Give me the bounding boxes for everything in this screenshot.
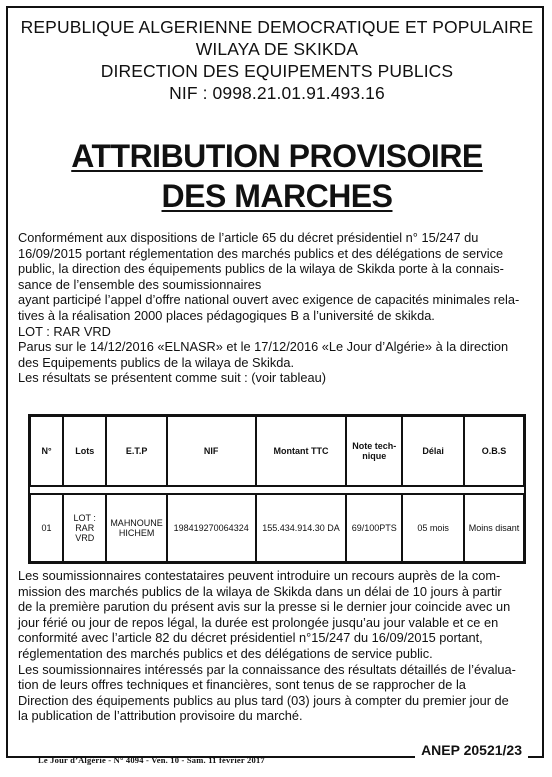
intro-line: sance de l’ensemble des soumissionnaires bbox=[18, 276, 262, 292]
closing-line: Les soumissionnaires intéressés par la connaissance des résultats détaillés de l’évalua- bbox=[18, 661, 516, 677]
intro-line: Conformément aux dispositions de l’article 65 du décret présidentiel n° 15/247 du bbox=[18, 230, 479, 245]
intro-line: des Equipements publics de la wilaya de Skikda. bbox=[18, 354, 295, 370]
notice-title bbox=[8, 136, 546, 216]
header-note-line: nique bbox=[362, 451, 387, 461]
anep-reference: ANEP 20521/23 bbox=[415, 742, 528, 758]
header-nif: NIF : 0998.21.01.91.493.16 bbox=[169, 83, 385, 103]
publication-footer: Le Jour d’Algérie - N° 4094 - Ven. 10 - Sam. 11 février 2017 bbox=[38, 755, 265, 765]
closing-line: conformité avec l’article 82 du décret présidentiel n°15/247 du 16/09/2015 portant, bbox=[18, 630, 483, 646]
header-block bbox=[8, 16, 546, 104]
closing-paragraph bbox=[18, 568, 532, 724]
cell-montant: 155.434.914.30 DA bbox=[256, 494, 347, 562]
header-republic: REPUBLIQUE ALGERIENNE DEMOCRATIQUE ET POPULAIRE bbox=[20, 17, 534, 37]
closing-line: Direction des équipements publics au plus tard (03) jours à compter du premier jour de bbox=[18, 692, 509, 708]
header-delai: Délai bbox=[402, 416, 464, 486]
cell-etp-line: HICHEM bbox=[118, 528, 155, 538]
cell-lots bbox=[63, 494, 106, 562]
closing-line: la publication de l’attribution provisoire du marché. bbox=[18, 708, 303, 724]
intro-paragraph bbox=[18, 230, 532, 386]
header-lots: Lots bbox=[63, 416, 106, 486]
closing-line: mission des marchés publics de la wilaya de Skikda dans un délai de 10 jours à partir bbox=[18, 583, 502, 599]
cell-etp-line: MAHNOUNE bbox=[110, 518, 163, 528]
cell-lots-line: RAR VRD bbox=[75, 523, 95, 543]
intro-line: 16/09/2015 portant réglementation des marchés publics et des délégations de service bbox=[18, 245, 504, 261]
intro-line: Les résultats se présentent comme suit : (voir tableau) bbox=[18, 370, 326, 386]
header-wilaya: WILAYA DE SKIKDA bbox=[195, 39, 359, 59]
cell-lots-line: LOT : bbox=[73, 513, 96, 523]
closing-line: Les soumissionnaires contestataires peuvent introduire un recours auprès de la com- bbox=[18, 568, 501, 583]
closing-line: jour férié ou jour de repos légal, la durée est prolongée jusqu’au jour valable et ce en bbox=[18, 614, 499, 630]
results-table bbox=[28, 414, 526, 564]
notice-frame bbox=[6, 6, 544, 758]
header-etp: E.T.P bbox=[106, 416, 166, 486]
table-row bbox=[30, 494, 524, 562]
cell-delai: 05 mois bbox=[402, 494, 464, 562]
cell-nif: 198419270064324 bbox=[167, 494, 256, 562]
intro-lot: LOT : RAR VRD bbox=[18, 323, 111, 339]
closing-line: réglementation des marchés publics et des délégations de service public. bbox=[18, 645, 433, 661]
title-line-1: ATTRIBUTION PROVISOIRE bbox=[71, 138, 483, 174]
header-no: N° bbox=[30, 416, 63, 486]
closing-line: tion de leurs offres techniques et financières, sont tenus de se rapprocher de la bbox=[18, 677, 466, 693]
intro-line: tives à la réalisation 2000 places pédagogiques B a l’université de skikda. bbox=[18, 307, 435, 323]
header-montant: Montant TTC bbox=[256, 416, 347, 486]
table-separator bbox=[30, 486, 524, 494]
header-nif-col: NIF bbox=[167, 416, 256, 486]
table-header-row bbox=[30, 416, 524, 486]
header-direction: DIRECTION DES EQUIPEMENTS PUBLICS bbox=[100, 61, 454, 81]
cell-obs: Moins disant bbox=[464, 494, 524, 562]
closing-line: de la première parution du présent avis sur la presse si le dernier jour coincide avec un bbox=[18, 599, 511, 615]
header-obs: O.B.S bbox=[464, 416, 524, 486]
header-note bbox=[346, 416, 402, 486]
header-note-line: Note tech- bbox=[352, 441, 397, 451]
cell-etp bbox=[106, 494, 166, 562]
title-line-2: DES MARCHES bbox=[161, 178, 393, 214]
cell-no: 01 bbox=[30, 494, 63, 562]
cell-note: 69/100PTS bbox=[346, 494, 402, 562]
intro-line: Parus sur le 14/12/2016 «ELNASR» et le 17/12/2016 «Le Jour d’Algérie» à la direction bbox=[18, 339, 509, 355]
intro-line: public, la direction des équipements publics de la wilaya de Skikda porte à la connais- bbox=[18, 261, 504, 277]
intro-line: ayant participé l’appel d’offre national ouvert avec exigence de capacités minimales rela- bbox=[18, 292, 520, 308]
